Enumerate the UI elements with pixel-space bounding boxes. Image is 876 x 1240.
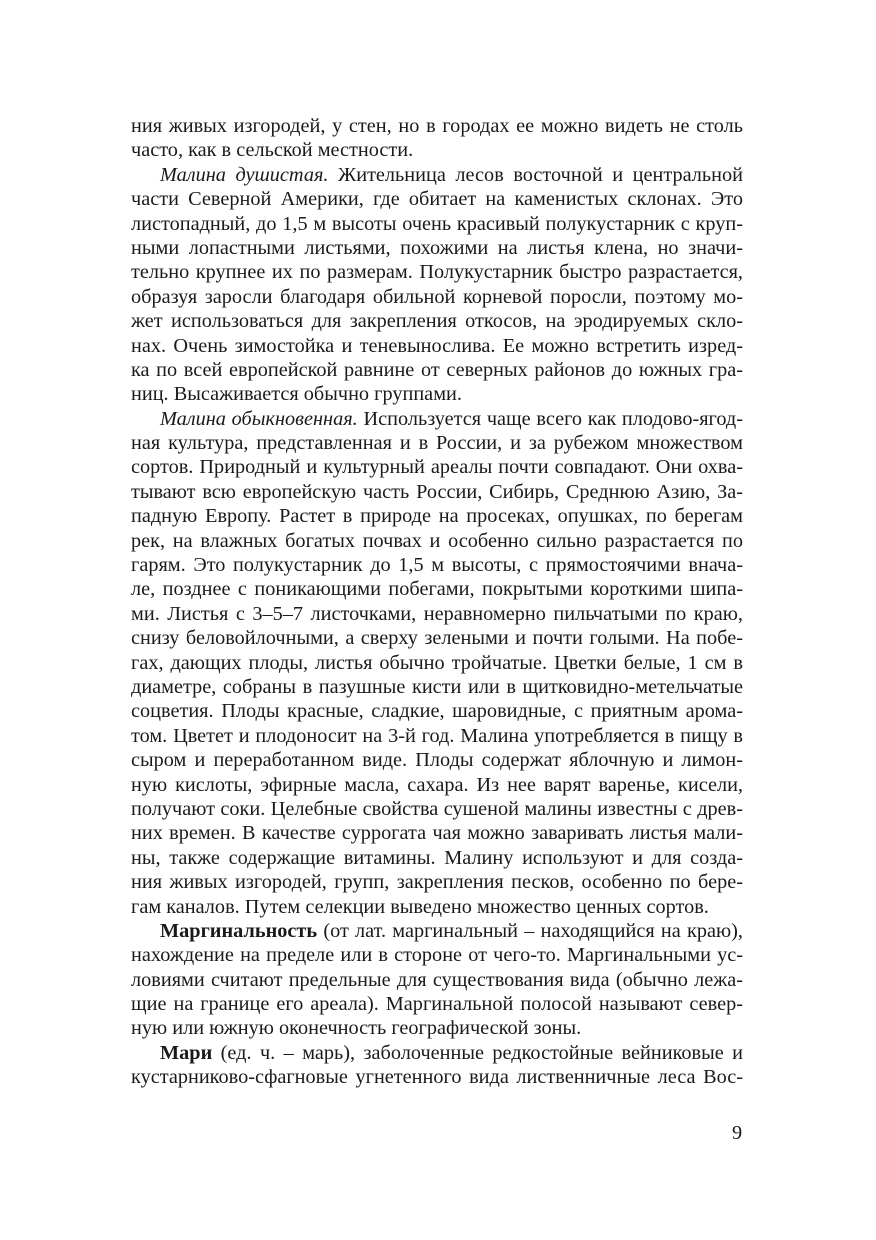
text-line: ловиями считают предельные для существования вида (обычно лежа- <box>131 968 743 991</box>
body-text <box>131 114 743 1090</box>
text-line: сыром и переработанном виде. Плоды содержат яблочную и лимон- <box>131 749 743 772</box>
text-line: ния живых изгородей, групп, закрепления песков, особенно по бере- <box>131 871 743 894</box>
text-line: ми. Листья с 3–5–7 листочками, неравномерно пильчатыми по краю, <box>131 602 743 625</box>
text-fragment: (от лат. маргинальный – находящийся на краю), <box>323 919 743 942</box>
text-line: ниц. Высаживается обычно группами. <box>131 383 462 406</box>
text-line <box>131 919 743 943</box>
text-line: жет использоваться для закрепления откосов, на эродируемых скло- <box>131 310 743 333</box>
text-line: тельно крупнее их по размерам. Полукустарник быстро разрастается, <box>131 261 743 284</box>
text-line: кустарниково-сфагновые угнетенного вида лиственничные леса Вос- <box>131 1066 743 1089</box>
text-line: ны, также содержащие витамины. Малину используют и для созда- <box>131 846 743 869</box>
text-line: часто, как в сельской местности. <box>131 139 414 162</box>
text-line <box>131 163 743 187</box>
text-line: ная культура, представленная и в России, и за рубежом множеством <box>131 432 743 455</box>
text-line: падную Европу. Растет в природе на просеках, опушках, по берегам <box>131 505 743 528</box>
text-line: диаметре, собраны в пазушные кисти или в щитковидно-метельчатые <box>131 675 743 698</box>
text-line: сортов. Природный и культурный ареалы почти совпадают. Они охва- <box>131 456 743 479</box>
text-line: нах. Очень зимостойка и теневынослива. Ее можно встретить изред- <box>131 334 743 357</box>
text-line: образуя заросли благодаря обильной корневой поросли, поэтому мо- <box>131 285 743 308</box>
entry-marginalnost <box>131 919 743 1041</box>
entry-term: Малина обыкновенная. <box>160 407 358 430</box>
entry-term: Мари <box>160 1041 213 1064</box>
text-fragment: Жительница лесов восточной и центральной <box>338 163 744 186</box>
text-line: соцветия. Плоды красные, сладкие, шаровидные, с приятным арома- <box>131 700 743 723</box>
entry-malina-dushistaya <box>131 163 743 407</box>
text-line: рек, на влажных богатых почвах и особенно сильно разрастается по <box>131 529 743 552</box>
text-line: гах, дающих плоды, листья обычно тройчатые. Цветки белые, 1 см в <box>131 651 743 674</box>
text-line: ле, позднее с поникающими побегами, покрытыми короткими шипа- <box>131 578 743 601</box>
text-line: ную или южную оконечность географической зоны. <box>131 1017 582 1040</box>
text-line: листопадный, до 1,5 м высоты очень красивый полукустарник с круп- <box>131 212 743 235</box>
entry-term: Малина душистая. <box>160 163 329 186</box>
text-line: тывают всю европейскую часть России, Сибирь, Среднюю Азию, За- <box>131 480 743 503</box>
text-line: гарям. Это полукустарник до 1,5 м высоты, с прямостоячими внача- <box>131 554 743 577</box>
text-line: том. Цветет и плодоносит на 3-й год. Малина употребляется в пищу в <box>131 724 743 747</box>
text-line <box>131 407 743 431</box>
text-line <box>131 1041 743 1065</box>
paragraph-continuation <box>131 114 743 163</box>
entry-malina-obyknovennaya <box>131 407 743 919</box>
text-line: получают соки. Целебные свойства сушеной малины известны с древ- <box>131 797 743 820</box>
page-number: 9 <box>732 1122 743 1144</box>
text-line: гам каналов. Путем селекции выведено множество ценных сортов. <box>131 895 709 918</box>
text-line: части Северной Америки, где обитает на каменистых склонах. Это <box>131 188 743 211</box>
text-line: щие на границе его ареала). Маргинальной полосой называют север- <box>131 993 743 1016</box>
text-fragment: (ед. ч. – марь), заболоченные редкостойные вейниковые и <box>220 1041 743 1064</box>
entry-term: Маргинальность <box>160 919 318 942</box>
text-line: ка по всей европейской равнине от северных районов до южных гра- <box>131 358 743 381</box>
text-line: ными лопастными листьями, похожими на листья клена, но значи- <box>131 236 743 259</box>
text-line: снизу беловойлочными, а сверху зелеными и почти голыми. На побе- <box>131 627 743 650</box>
entry-mari <box>131 1041 743 1090</box>
text-line: них времен. В качестве суррогата чая можно заваривать листья мали- <box>131 822 743 845</box>
text-fragment: Используется чаще всего как плодово-ягод- <box>363 407 743 430</box>
text-line: ную кислоты, эфирные масла, сахара. Из нее варят варенье, кисели, <box>131 773 743 796</box>
text-line: нахождение на пределе или в стороне от чего-то. Маргинальными ус- <box>131 944 743 967</box>
text-line: ния живых изгородей, у стен, но в городах ее можно видеть не столь <box>131 115 743 137</box>
